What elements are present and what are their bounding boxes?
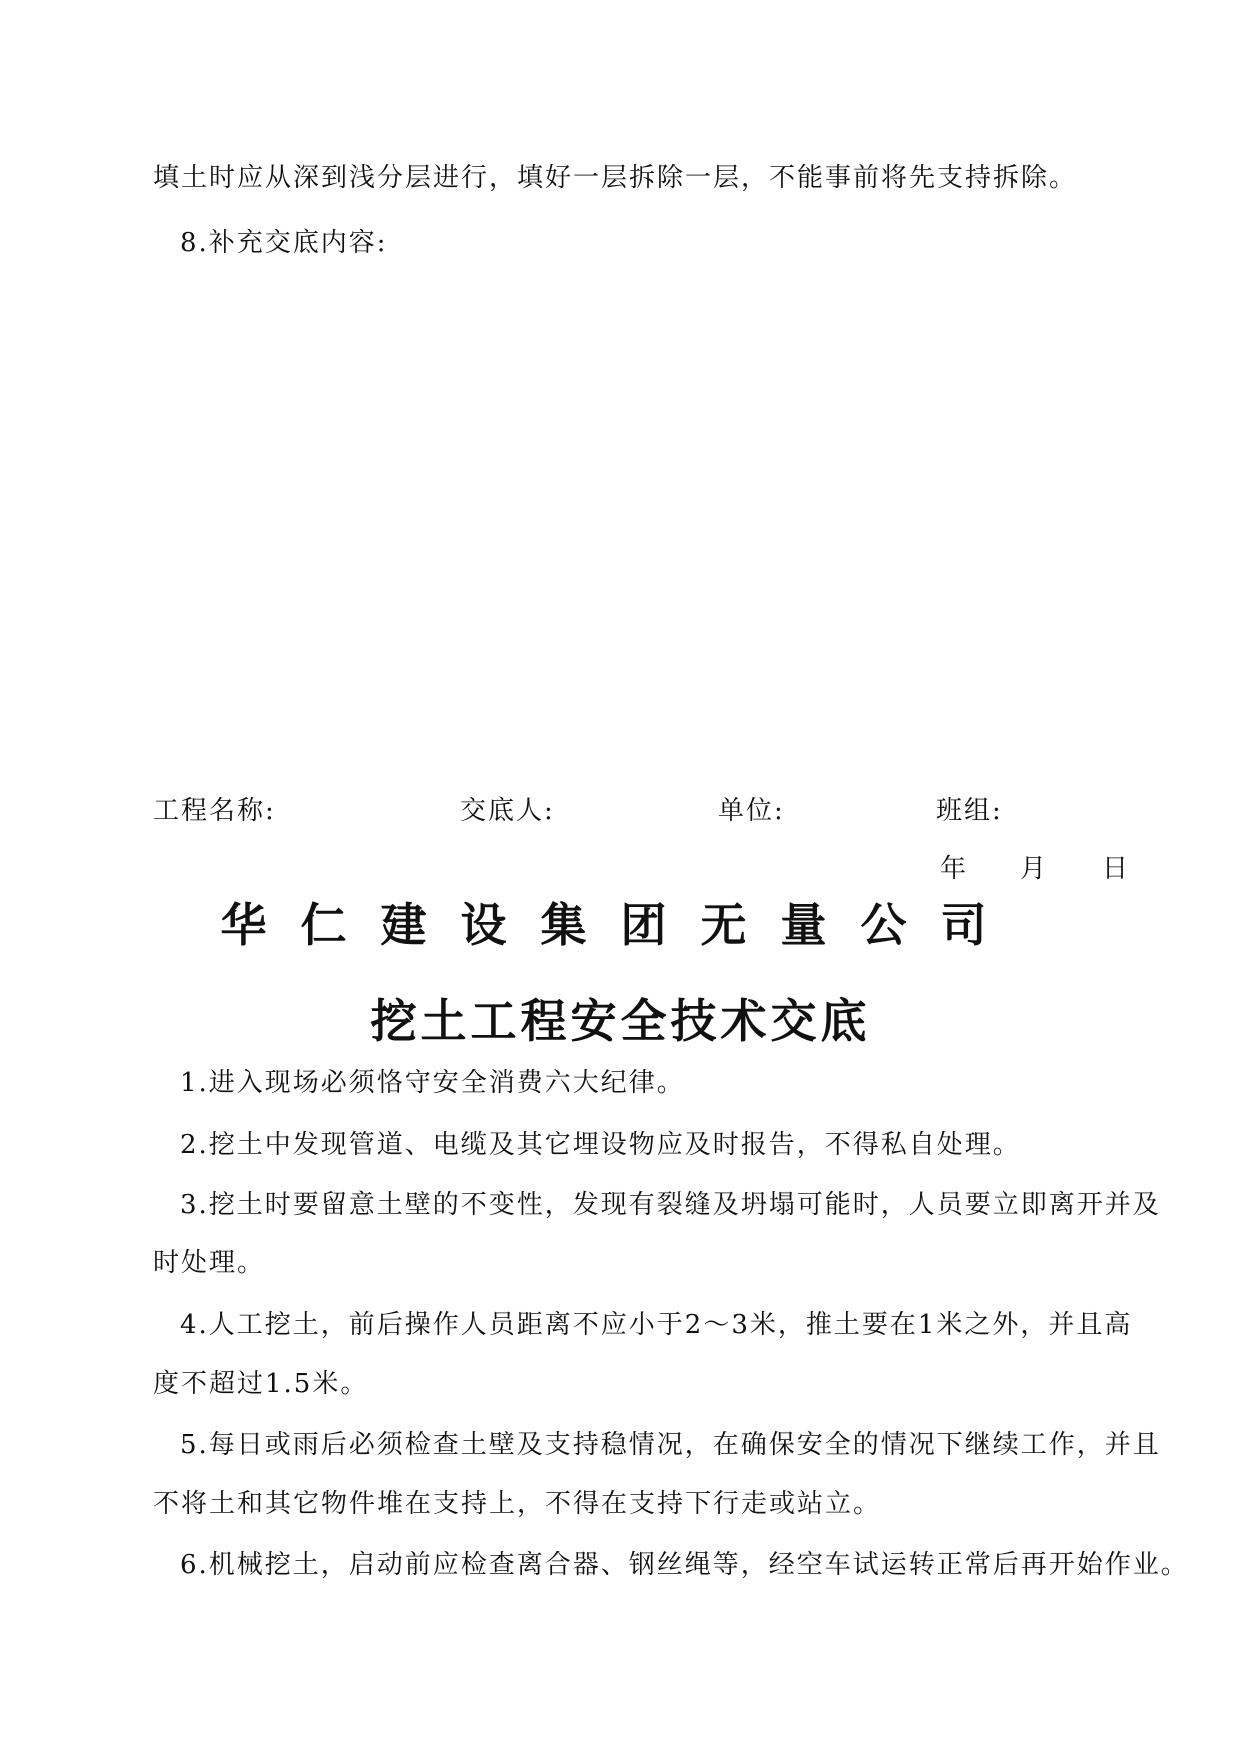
presenter-label: 交底人: — [460, 796, 555, 826]
list-item: 2.挖土中发现管道、电缆及其它埋设物应及时报告，不得私自处理。 — [180, 1130, 1021, 1160]
list-item: 3.挖土时要留意土壁的不变性，发现有裂缝及坍塌可能时，人员要立即离开并及 — [180, 1190, 1161, 1220]
unit-label: 单位: — [718, 796, 785, 826]
list-item: 6.机械挖土，启动前应检查离合器、钢丝绳等，经空车试运转正常后再开始作业。 — [180, 1550, 1189, 1580]
continuation-text-line: 填土时应从深到浅分层进行，填好一层拆除一层，不能事前将先支持拆除。 — [153, 163, 1078, 193]
list-item: 5.每日或雨后必须检查土壁及支持稳情况，在确保安全的情况下继续工作，并且 — [180, 1430, 1161, 1460]
document-title: 挖土工程安全技术交底 — [370, 994, 871, 1048]
list-item-continuation: 时处理。 — [153, 1248, 266, 1278]
list-item-continuation: 不将土和其它物件堆在支持上，不得在支持下行走或站立。 — [153, 1489, 882, 1519]
list-item: 1.进入现场必须恪守安全消费六大纪律。 — [180, 1068, 685, 1098]
project-name-label: 工程名称: — [153, 796, 276, 826]
supplement-heading: 8.补充交底内容: — [180, 228, 388, 258]
date-year: 年 — [940, 854, 967, 884]
team-label: 班组: — [936, 796, 1003, 826]
date-month: 月 — [1020, 854, 1047, 884]
company-title: 华仁建设集团无量公司 — [220, 898, 1021, 952]
list-item-continuation: 度不超过1.5米。 — [153, 1369, 369, 1399]
list-item: 4.人工挖土，前后操作人员距离不应小于2～3米，推土要在1米之外，并且高 — [180, 1310, 1133, 1340]
date-day: 日 — [1102, 854, 1129, 884]
